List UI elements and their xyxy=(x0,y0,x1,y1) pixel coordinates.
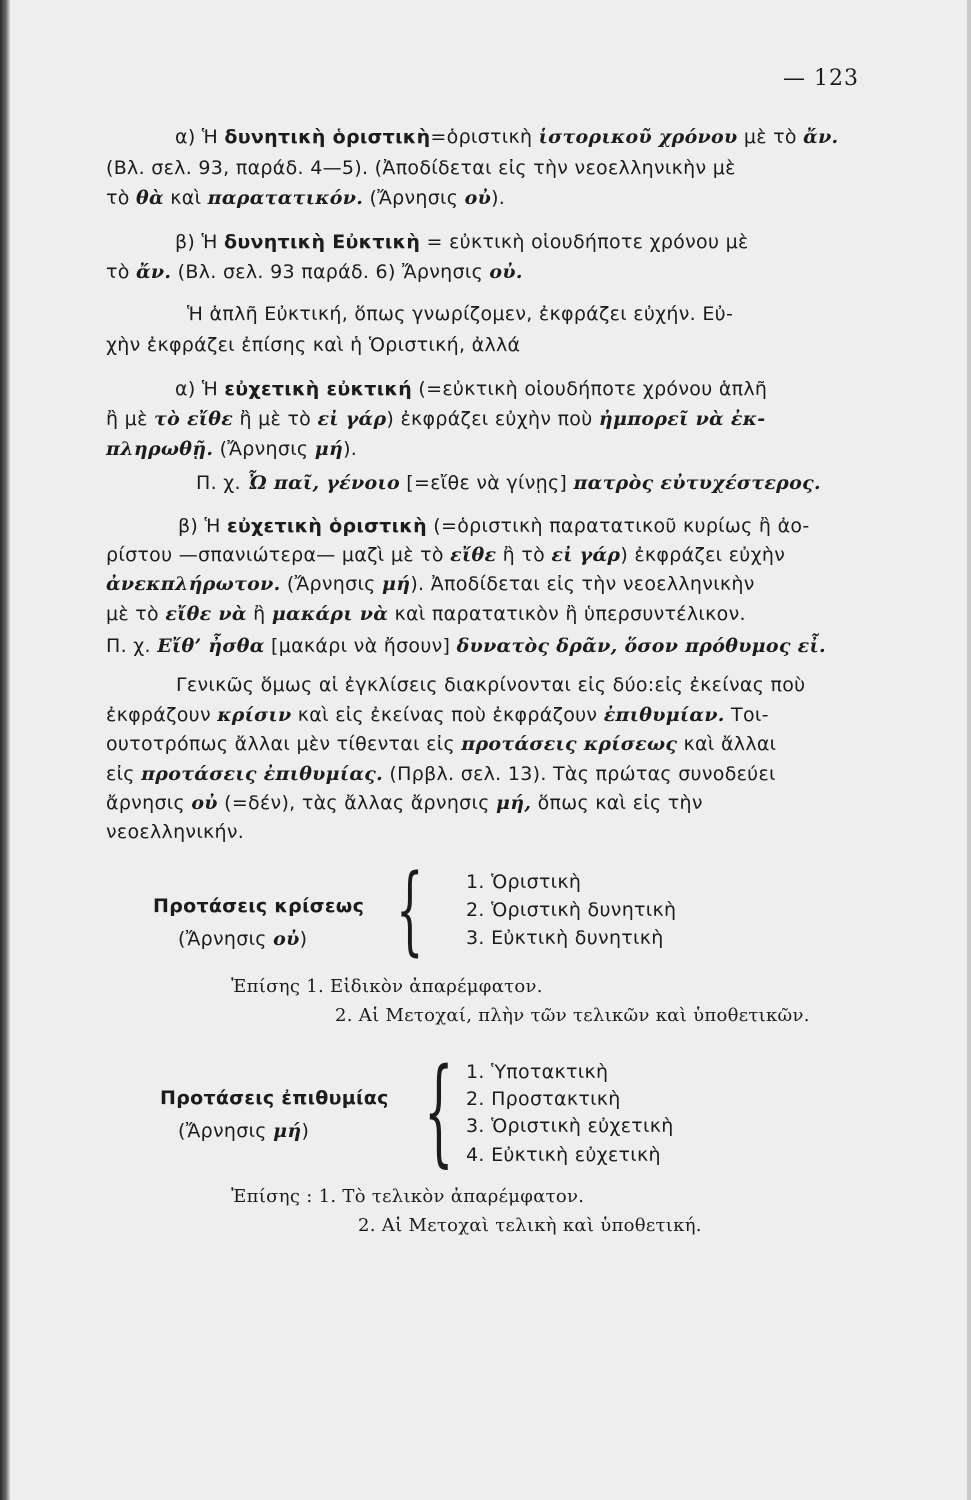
judgment-item-1: 1. Ὁριστικὴ xyxy=(466,871,582,893)
judgment-title: Προτάσεις κρίσεως xyxy=(153,895,365,917)
para-b1-line1: β) Ἡ δυνητικὴ Εὐκτικὴ = εὐκτικὴ οἱουδήποτε χρόνου μὲ xyxy=(175,231,749,253)
para-a2-line3: πληρωθῇ. (Ἄρνησις μή). xyxy=(106,438,358,460)
para-b2-line2: ρίστου —σπανιώτερα— μαζὶ μὲ τὸ εἴθε ἢ τὸ εἰ γάρ) ἐκφράζει εὐχὴν xyxy=(106,544,786,566)
para-general-line5: ἄρνησις οὐ (=δέν), τὰς ἄλλας ἄρνησις μή, ὅπως καὶ εἰς τὴν xyxy=(106,792,703,814)
judgment-item-3: 3. Εὐκτικὴ δυνητικὴ xyxy=(466,927,664,949)
para-b1-line2: τὸ ἄν. (Βλ. σελ. 93 παράδ. 6) Ἄρνησις οὐ. xyxy=(106,261,523,283)
judgment-also-2: 2. Αἱ Μετοχαί, πλὴν τῶν τελικῶν καὶ ὑποθετικῶν. xyxy=(335,1005,810,1026)
judgment-item-2: 2. Ὁριστικὴ δυνητικὴ xyxy=(466,899,677,921)
wish-item-1: 1. Ὑποτακτικὴ xyxy=(466,1061,609,1083)
page-number: — 123 xyxy=(783,66,859,91)
judgment-negation: (Ἄρνησις οὐ) xyxy=(178,928,308,950)
para-a2-line2: ἢ μὲ τὸ εἴθε ἢ μὲ τὸ εἰ γάρ) ἐκφράζει εὐχὴν ποὺ ἠμπορεῖ νὰ ἐκ- xyxy=(106,408,766,430)
para-general-line4: εἰς προτάσεις ἐπιθυμίας. (Πρβλ. σελ. 13). Τὰς πρώτας συνοδεύει xyxy=(106,763,776,785)
para-general-line6: νεοελληνικήν. xyxy=(106,821,245,843)
scan-left-edge xyxy=(0,0,10,1500)
wish-also-1: Ἐπίσης : 1. Τὸ τελικὸν ἀπαρέμφατον. xyxy=(231,1186,585,1207)
para-intro-line2: χὴν ἐκφράζει ἐπίσης καὶ ἡ Ὁριστική, ἀλλά xyxy=(106,334,521,356)
wish-item-2: 2. Προστακτικὴ xyxy=(466,1088,621,1110)
para-intro-line1: Ἡ ἁπλῆ Εὐκτική, ὅπως γνωρίζομεν, ἐκφράζει εὐχήν. Εὐ- xyxy=(187,303,734,325)
para-general-line3: ουτοτρόπως ἄλλαι μὲν τίθενται εἰς προτάσεις κρίσεως καὶ ἄλλαι xyxy=(106,733,777,755)
para-general-line2: ἐκφράζουν κρίσιν καὶ εἰς ἐκείνας ποὺ ἐκφράζουν ἐπιθυμίαν. Τοι- xyxy=(106,704,769,726)
para-a1-line1: α) Ἡ δυνητικὴ ὁριστικὴ=ὁριστικὴ ἱστορικοῦ χρόνου μὲ τὸ ἄν. xyxy=(175,126,839,148)
para-b2-line4: μὲ τὸ εἴθε νὰ ἢ μακάρι νὰ καὶ παρατατικὸν ἢ ὑπερσυντέλικον. xyxy=(106,603,746,625)
para-general-line1: Γενικῶς ὅμως αἱ ἐγκλίσεις διακρίνονται εἰς δύο:εἰς ἐκείνας ποὺ xyxy=(176,674,806,696)
wish-also-2: 2. Αἱ Μετοχαὶ τελικὴ καὶ ὑποθετική. xyxy=(358,1215,702,1236)
wish-negation: (Ἄρνησις μή) xyxy=(178,1120,310,1142)
para-b2-line1: β) Ἡ εὐχετικὴ ὁριστικὴ (=ὁριστικὴ παρατατικοῦ κυρίως ἢ ἀο- xyxy=(178,515,810,537)
para-a2-example: Π. χ. Ὦ παῖ, γένοιο [=εἴθε νὰ γίνῃς] πατρὸς εὐτυχέστερος. xyxy=(196,472,821,494)
para-a1-line2: (Βλ. σελ. 93, παράδ. 4—5). (Ἀποδίδεται εἰς τὴν νεοελληνικὴν μὲ xyxy=(106,157,736,179)
para-b2-line3: ἀνεκπλήρωτον. (Ἄρνησις μή). Ἀποδίδεται εἰς τὴν νεοελληνικὴν xyxy=(106,573,755,595)
para-b2-example: Π. χ. Εἴθ’ ἦσθα [μακάρι νὰ ἤσουν] δυνατὸς δρᾶν, ὅσον πρόθυμος εἶ. xyxy=(106,635,826,657)
para-a1-line3: τὸ θὰ καὶ παρατατικόν. (Ἄρνησις οὐ). xyxy=(106,187,506,209)
wish-item-3: 3. Ὁριστικὴ εὐχετικὴ xyxy=(466,1115,674,1137)
wish-title: Προτάσεις ἐπιθυμίας xyxy=(160,1087,389,1109)
wish-brace: { xyxy=(424,1044,454,1179)
judgment-also-1: Ἐπίσης 1. Εἰδικὸν ἀπαρέμφατον. xyxy=(231,976,543,997)
scan-right-edge xyxy=(967,0,971,1500)
wish-item-4: 4. Εὐκτικὴ εὐχετικὴ xyxy=(466,1144,661,1166)
judgment-brace: { xyxy=(396,854,424,966)
para-a2-line1: α) Ἡ εὐχετικὴ εὐκτική (=εὐκτικὴ οἱουδήποτε χρόνου ἁπλῆ xyxy=(175,378,768,400)
